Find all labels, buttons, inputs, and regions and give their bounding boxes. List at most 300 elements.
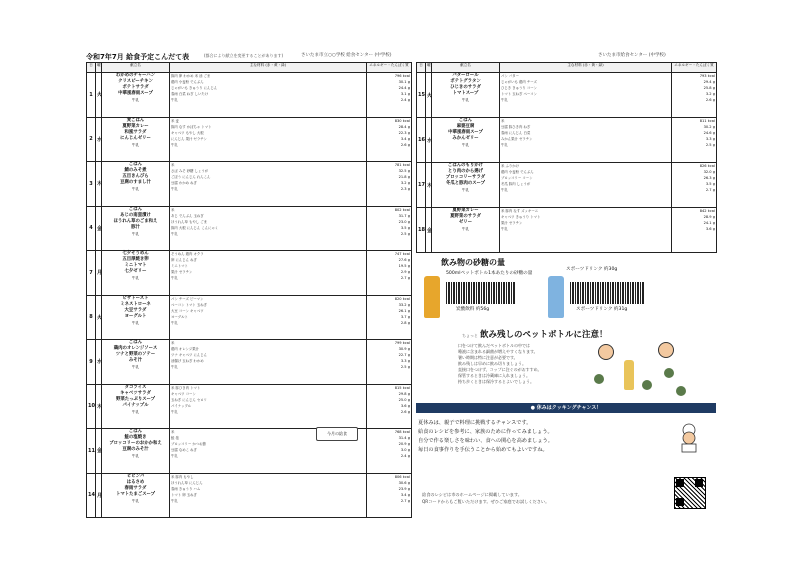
nutrition-value: 30.6 g (398, 480, 410, 485)
dish-name: 牛乳 (131, 142, 140, 147)
ingredient-line: 牛乳 (171, 320, 178, 325)
dish-name: ツナと野菜のソテー (115, 352, 156, 357)
dish-name: 大豆サラダ (124, 307, 147, 313)
nutrition-value: 3.4 g (400, 136, 410, 141)
nutrition-value: 3.6 g (400, 403, 410, 408)
ingredient-line: あじ でんぷん 玉ねぎ (171, 213, 204, 218)
dish-name: ごはんのもりかけ (447, 163, 484, 168)
menu-day-row (87, 340, 412, 385)
ingredient-line: ブロッコリー コーン (501, 176, 533, 180)
dish-name: 中華風春雨スープ (118, 91, 153, 96)
ingredient-line: 米 (171, 163, 175, 167)
dish-name: 豆腐のすまし汁 (120, 180, 151, 185)
menu-day-row (87, 429, 412, 474)
nutrition-value: 30.9 g (398, 347, 410, 351)
col-header-ingredients: 主な材料 (赤・黄・緑) (500, 63, 672, 73)
nutrition-value: 22.3 g (398, 130, 410, 135)
dish-name: とり肉のから揚げ (447, 169, 484, 174)
ingredient-line: 春雨 にんじん 白菜 (501, 131, 531, 135)
ingredient-line: 牛乳 (501, 188, 508, 192)
text-line: 給食のレシピを参考に、家族のために作ってみましょう。 (418, 429, 553, 435)
ingredient-line: ベーコン トマト 玉ねぎ (171, 302, 208, 307)
ingredient-line: 冬瓜 豚肉 しょうが (501, 182, 531, 186)
dish-list (102, 117, 170, 162)
sports-sugar-label: スポーツドリンク 約31g (576, 307, 628, 312)
nutrition-value: 3.5 g (400, 225, 410, 230)
footer-line: 給食のレシピは市のホームページに掲載しています。 (422, 492, 522, 497)
ingredient-list (170, 73, 367, 118)
heading-text: 飲み残しのペットボトルに注意！ (480, 330, 608, 340)
menu-day-row (87, 384, 412, 429)
ingredient-line: 牛乳 (171, 454, 178, 458)
dish-name: にんじんゼリー (120, 135, 151, 141)
dish-name: パイナップル (122, 402, 149, 408)
ingredient-line: ミニトマト (171, 264, 188, 268)
body-line: 保管するときは冷蔵庫に入れましょう。 (458, 373, 530, 378)
day-number: 1 (87, 73, 96, 118)
ingredient-list (170, 340, 367, 385)
dish-name: わかめのチャーハン (115, 73, 156, 78)
ingredient-line: 牛乳 (171, 365, 178, 369)
ingredient-line: 米 (171, 341, 175, 345)
day-number: 3 (87, 162, 96, 207)
dish-name: 中華風春雨スープ (448, 130, 483, 135)
nutrition-value: 27.6 g (398, 258, 410, 262)
ingredient-list (500, 208, 672, 253)
nutrition-value: 799 kcal (394, 341, 410, 345)
nutrition-value: 25.8 g (703, 86, 715, 90)
ingredient-line: そうめん 鶏肉 オクラ (171, 252, 204, 256)
ingredient-line: 玉ねぎ にんじん セロリ (171, 397, 208, 402)
ingredient-line: 牛乳 (501, 98, 508, 102)
child-face-icon (598, 344, 614, 360)
dish-name: 冬瓜と豚肉のスープ (445, 181, 486, 186)
ingredient-line: 米 (501, 119, 505, 123)
day-number: 8 (87, 295, 96, 340)
dish-list (102, 473, 170, 518)
nutrition-list (367, 117, 412, 162)
nutrition-value: 25.0 g (398, 397, 410, 402)
ingredient-line: キャベツ コーン (171, 391, 196, 396)
table-header-row (417, 63, 717, 73)
ingredient-line: 牛乳 (171, 498, 178, 503)
nutrition-value: 32.0 g (703, 170, 715, 174)
nutrition-value: 26.1 g (398, 308, 410, 313)
nutrition-value: 33.2 g (398, 302, 410, 307)
table-header-row (87, 63, 412, 73)
ingredient-line: 豚肉 大根 にんじん こんにゃく (171, 225, 219, 230)
col-header-dishes: 献立名 (102, 63, 170, 73)
menu-day-row (87, 206, 412, 251)
weekday: 水 (426, 118, 432, 163)
ingredient-line: 牛乳 (501, 227, 508, 231)
nutrition-value: 31.7 g (398, 213, 410, 218)
col-header-ingredients: 主な材料 (赤・黄・緑) (170, 63, 367, 73)
ingredient-line: ほうれん草 にんじん (171, 480, 203, 485)
col-header-nutrition: エネルギー・たんぱく質 (367, 63, 412, 73)
school-note-left: さいたま市立○○学校 給食センター (中学校) (301, 53, 392, 58)
text-line: 毎日の食事作りを手伝うことから始めてもよいですね。 (418, 447, 548, 453)
dish-list (432, 118, 500, 163)
nutrition-list (367, 340, 412, 385)
nutrition-value: 806 kcal (394, 474, 410, 479)
ingredient-list (170, 384, 367, 429)
dish-name: 牛乳 (131, 320, 140, 325)
dish-name: 五目厚焼き卵 (122, 257, 149, 262)
ingredient-line: 牛乳 (501, 143, 508, 147)
dish-list (102, 206, 170, 251)
weekday: 木 (96, 162, 102, 207)
dish-list (102, 162, 170, 207)
ingredient-line: ひじき きゅうり コーン (501, 86, 537, 90)
nutrition-value: 2.4 g (400, 454, 410, 458)
dish-name: 春雨サラダ (124, 485, 147, 491)
nutrition-value: 3.0 g (400, 448, 410, 452)
bottle-icon (624, 360, 634, 390)
dish-name: 五目きんぴら (122, 174, 149, 179)
weekday: 金 (96, 429, 102, 474)
dish-name: みそ汁 (128, 358, 143, 363)
dish-name: ピザトースト (122, 295, 149, 301)
sugar-cubes-graphic (446, 282, 516, 304)
dish-name: トマトスープ (452, 91, 479, 96)
weekday: 木 (96, 384, 102, 429)
dish-name: 牛乳 (131, 454, 140, 458)
dish-list (432, 163, 500, 208)
ingredient-line: じゃがいも きゅうり にんじん (171, 86, 218, 90)
dish-name: 夏野菜カレー (452, 208, 479, 213)
cooking-text (418, 419, 658, 455)
ingredient-list (500, 163, 672, 208)
germ-icon (664, 368, 674, 378)
nutrition-value: 2.9 g (400, 270, 410, 274)
dish-name: キャベツサラダ (120, 390, 151, 396)
ingredient-line: 果汁 ゼラチン (501, 221, 523, 225)
school-note-right: さいたま市給食センター (中学校) (598, 53, 666, 58)
nutrition-value: 29.4 g (703, 80, 715, 84)
nutrition-list (367, 162, 412, 207)
body-line: 唾液に含まれる細菌が増えやすくなります。 (458, 349, 538, 354)
weekday: 金 (426, 208, 432, 253)
dish-name: 牛乳 (131, 276, 140, 280)
nutrition-value: 811 kcal (699, 119, 715, 123)
menu-day-row (417, 73, 717, 118)
weekday: 木 (426, 163, 432, 208)
dish-name: 牛乳 (461, 227, 470, 231)
dish-name: 牛乳 (131, 409, 140, 414)
dish-name: 豆腐のみそ汁 (122, 447, 149, 452)
nutrition-value: 815 kcal (394, 385, 410, 390)
col-header-nutrition: エネルギー・たんぱく質 (672, 63, 717, 73)
ingredient-list (500, 73, 672, 118)
ingredient-list (170, 251, 367, 296)
nutrition-value: 2.6 g (400, 142, 410, 147)
ingredient-line: 豚肉 なす かぼちゃ トマト (171, 124, 212, 129)
nutrition-value: 22.7 g (398, 353, 410, 357)
dish-name: ひじきのサラダ (450, 85, 481, 90)
dish-list (102, 251, 170, 296)
dish-name: 鯖のみそ煮 (124, 168, 147, 173)
footer-line: QRコードからもご覧いただけます。ぜひご家庭でお試しください。 (422, 499, 550, 504)
sugar-cubes-graphic (570, 282, 644, 304)
dish-name: ごはん (128, 206, 143, 212)
nutrition-value: 20.9 g (398, 442, 410, 446)
menu-sheet (86, 52, 716, 514)
text-line: 自分で作る楽しさを味わい、食への関心を高めましょう。 (418, 438, 553, 444)
ingredient-line: キャベツ きゅうり トマト (501, 215, 541, 219)
dish-name: あじの南蛮漬け (120, 212, 151, 218)
dish-list (102, 73, 170, 118)
nutrition-value: 802 kcal (394, 207, 410, 212)
nutrition-value: 2.5 g (400, 365, 410, 369)
dish-name: 麻婆豆腐 (456, 124, 475, 129)
ingredient-line: パン チーズ ピーマン (171, 296, 204, 301)
ingredient-line: 米 麦 (171, 118, 179, 123)
ingredient-line: 春雨 白菜 ねぎ しいたけ (171, 92, 209, 96)
ingredient-line: 春雨 きゅうり ハム (171, 486, 201, 491)
ingredient-line: 米 (171, 207, 175, 212)
nutrition-value: 3.5 g (705, 182, 715, 186)
heading-prefix: ちょっと (462, 333, 478, 338)
ingredient-line: 油揚げ 玉ねぎ わかめ (171, 359, 204, 363)
nutrition-value: 32.5 g (398, 169, 410, 173)
dish-name: ごはん (458, 118, 473, 123)
germ-icon (676, 386, 686, 396)
nutrition-list (672, 163, 717, 208)
nutrition-value: 2.4 g (400, 98, 410, 102)
warning-heading (462, 328, 608, 340)
nutrition-value: 2.7 g (400, 498, 410, 503)
menu-day-row (87, 295, 412, 340)
dish-name: ごはん (128, 429, 143, 434)
dish-name: 鶏肉のオレンジソース (113, 346, 158, 351)
menu-day-row (87, 251, 412, 296)
nutrition-value: 2.6 g (705, 98, 715, 102)
nutrition-value: 3.2 g (705, 92, 715, 96)
nutrition-value: 830 kcal (394, 118, 410, 123)
warning-body (458, 343, 578, 385)
ingredient-line: 豚肉 卵 わかめ 米 油 ごま (171, 74, 211, 78)
kids-illustration (584, 340, 690, 404)
body-line: 暑い時期は特に注意が必要です。 (458, 355, 518, 360)
body-line: 飲み残しは早めに飲み切りましょう。 (458, 361, 526, 366)
nutrition-value: 3.1 g (400, 92, 410, 96)
nutrition-value: 3.4 g (400, 492, 410, 497)
ingredient-line: ツナ キャベツ にんじん (171, 353, 208, 357)
ingredient-line: 卵 にんじん ねぎ (171, 258, 197, 262)
dish-name: 牛乳 (131, 365, 140, 369)
dish-list (102, 429, 170, 474)
body-line: 直接口をつけず、コップに注ぐのがおすすめ。 (458, 367, 542, 372)
panel-title: 飲み物の砂糖の量 (441, 258, 505, 267)
nutrition-list (672, 208, 717, 253)
nutrition-list (367, 295, 412, 340)
dish-name: 夏野菜のサラダ (450, 214, 481, 219)
dish-list (102, 340, 170, 385)
ingredient-list (170, 162, 367, 207)
nutrition-value: 826 kcal (699, 164, 715, 168)
nutrition-value: 24.1 g (703, 221, 715, 225)
nutrition-value: 26.3 g (703, 176, 715, 180)
info-tag: 今月の給食 (316, 427, 358, 441)
ingredient-line: トマト 卵 玉ねぎ (171, 492, 197, 497)
nutrition-value: 3.3 g (400, 359, 410, 363)
menu-day-row (87, 473, 412, 518)
ingredient-line: ごぼう にんじん れんこん (171, 175, 211, 179)
dish-name: ヨーグルト (124, 313, 147, 319)
ingredient-line: じゃがいも 鶏肉 チーズ (501, 80, 537, 84)
ingredient-line: 米 豚肉 なす ズッキーニ (501, 209, 539, 213)
dish-name: トマトたまごスープ (115, 491, 156, 497)
nutrition-value: 23.0 g (398, 219, 410, 224)
menu-day-row (87, 117, 412, 162)
weekday: 火 (426, 73, 432, 118)
nutrition-value: 820 kcal (394, 296, 410, 301)
nutrition-list (672, 118, 717, 163)
day-number: 7 (87, 251, 96, 296)
dish-name: みかんゼリー (452, 136, 479, 141)
nutrition-value: 747 kcal (394, 252, 410, 256)
dish-name: 麦ごはん (126, 117, 145, 123)
dish-name: クリスピーチキン (118, 79, 153, 84)
dish-name: ブロッコリーサラダ (445, 175, 486, 180)
recipe-footer (422, 491, 662, 505)
nutrition-value: 2.7 g (705, 188, 715, 192)
dish-list (432, 208, 500, 253)
col-header-week: 曜 (426, 63, 432, 73)
nutrition-list (367, 473, 412, 518)
cola-sugar-label: 炭酸飲料 約56g (456, 307, 490, 312)
cooking-banner: ● 休みはクッキングチャンス！ (416, 403, 716, 413)
ingredient-line: 牛乳 (171, 142, 178, 147)
nutrition-value: 768 kcal (394, 430, 410, 434)
nutrition-value: 2.7 g (400, 276, 410, 280)
ingredient-line: 鮭 塩 (171, 436, 179, 440)
nutrition-value: 842 kcal (699, 209, 715, 213)
weekday: 水 (96, 117, 102, 162)
nutrition-value: 793 kcal (699, 74, 715, 78)
dish-name: ミニトマト (124, 263, 147, 268)
dish-name: 牛乳 (461, 98, 470, 102)
menu-day-row (87, 162, 412, 207)
day-number: 14 (87, 473, 96, 518)
menu-day-row (417, 208, 717, 253)
dish-name: ほうれん草のごま和え (113, 218, 158, 224)
nutrition-value: 3.6 g (705, 227, 715, 231)
day-number: 16 (417, 118, 426, 163)
nutrition-list (367, 429, 412, 474)
ingredient-list (170, 295, 367, 340)
dish-name: はるさめ (126, 479, 145, 485)
ingredient-line: 米 (171, 430, 175, 434)
dish-name: ごはん (128, 340, 143, 345)
nutrition-value: 30.2 g (703, 125, 715, 129)
ingredient-line: さば みそ 砂糖 しょうが (171, 169, 209, 173)
dish-name: バターロール (452, 73, 479, 78)
day-number: 2 (87, 117, 96, 162)
menu-day-row (417, 118, 717, 163)
ingredient-line: にんじん 果汁 ゼラチン (171, 136, 207, 141)
menu-table-left (86, 62, 412, 518)
weekday: 金 (96, 206, 102, 251)
qr-code-icon[interactable] (674, 477, 706, 509)
weekday: 水 (96, 340, 102, 385)
weekday: 火 (96, 73, 102, 118)
day-number: 4 (87, 206, 96, 251)
nutrition-value: 3.3 g (705, 137, 715, 141)
dish-name: 牛乳 (131, 98, 140, 102)
dish-name: ごはん (128, 162, 143, 167)
child-face-icon (658, 342, 674, 358)
ingredient-line: パン バター (501, 74, 520, 78)
sports-drink-bottle-icon (548, 276, 564, 318)
nutrition-value: 24.6 g (703, 131, 715, 135)
ingredient-line: ブロッコリー かつお節 (171, 442, 206, 446)
ingredient-line: パイナップル (171, 403, 192, 408)
dish-name: ポテトグラタン (450, 79, 481, 84)
ingredient-line: 大豆 コーン キャベツ (171, 308, 204, 313)
nutrition-value: 29.8 g (398, 391, 410, 396)
dish-name: 牛乳 (131, 187, 140, 191)
day-number: 18 (417, 208, 426, 253)
day-number: 17 (417, 163, 426, 208)
ingredient-line: 牛乳 (171, 276, 178, 280)
nutrition-value: 2.8 g (400, 320, 410, 325)
dish-name: ゼリー (458, 220, 473, 225)
ingredient-line: 鶏肉 オレンジ果汁 (171, 347, 200, 351)
nutrition-list (367, 73, 412, 118)
dish-name: ブロッコリーのおかか和え (109, 441, 162, 446)
menu-day-row (417, 163, 717, 208)
menu-table-right (416, 62, 717, 253)
nutrition-value: 2.5 g (705, 143, 715, 147)
dish-name: 牛乳 (131, 498, 140, 503)
dish-name: 豚汁 (131, 224, 140, 230)
nutrition-value: 23.9 g (398, 486, 410, 491)
ingredient-line: トマト 玉ねぎ ベーコン (501, 92, 538, 96)
dish-name: ビビンバ (126, 473, 145, 479)
col-header-day: 日 (87, 63, 96, 73)
dish-name: 鮭の塩焼き (124, 435, 147, 440)
dish-name: ポテトサラダ (122, 85, 149, 90)
day-number: 15 (417, 73, 426, 118)
body-line: 持ち歩くときは保冷するとよいでしょう。 (458, 379, 534, 384)
weekday: 月 (96, 251, 102, 296)
day-number: 10 (87, 384, 96, 429)
dish-list (102, 384, 170, 429)
text-line: 夏休みは、親子で料理に挑戦するチャンスです。 (418, 420, 532, 426)
ingredient-line: 牛乳 (171, 231, 178, 236)
ingredient-line: 鶏肉 小麦粉 でんぷん (171, 80, 204, 84)
nutrition-value: 19.5 g (398, 264, 410, 268)
cola-bottle-icon (424, 276, 440, 318)
dish-name: 牛乳 (461, 143, 470, 147)
ingredient-line: 米 豚ひき肉 トマト (171, 385, 201, 390)
nutrition-value: 28.9 g (703, 215, 715, 219)
ingredient-line: 豆腐 豚ひき肉 ねぎ (501, 125, 531, 129)
ingredient-line: 牛乳 (171, 187, 178, 191)
ingredient-line: 豆腐 わかめ ねぎ (171, 181, 197, 185)
dish-name: 七夕そうめん (122, 251, 149, 256)
ingredient-line: 牛乳 (171, 409, 178, 414)
weekday: 火 (96, 295, 102, 340)
dish-name: 牛乳 (461, 188, 470, 192)
page-title: 令和7年7月 給食予定こんだて表 (86, 53, 190, 61)
page-subnote: (都合により献立を変更することがあります) (204, 53, 284, 58)
nutrition-list (367, 384, 412, 429)
nutrition-value: 30.1 g (398, 80, 410, 84)
ingredient-line: キャベツ もやし 大根 (171, 130, 204, 135)
